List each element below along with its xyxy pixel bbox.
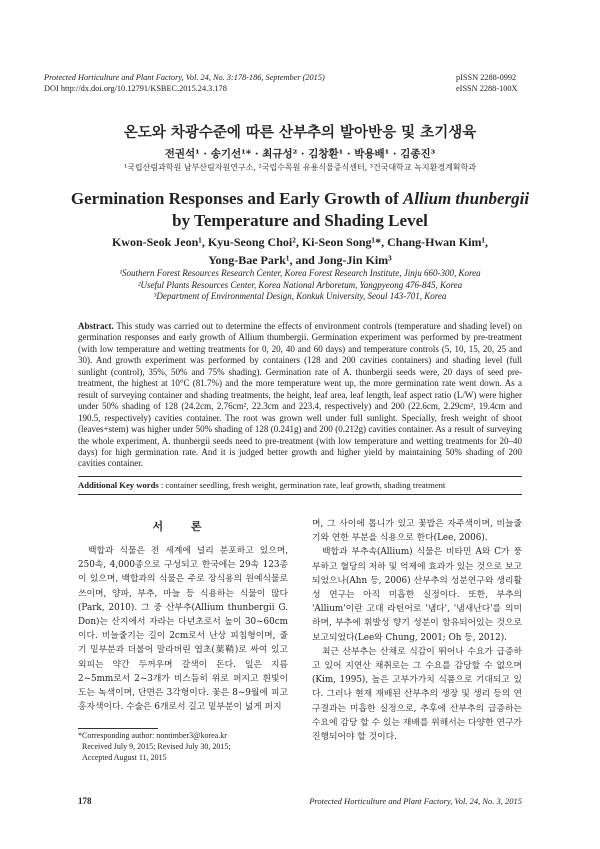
abstract-text: This study was carried out to determine the effects of environment controls (temperature and shading level) on germination responses and early growth of Allium thumbergii. Germination experiment was performed by pre-treatment (with low temperature and wetting treatments for 0, 20, 40 and 60 days) and temperature controls (5, 10, 15, 20, 25 and 30). And growth experiment was performed by containers (128 and 200 cavities containers) and shading level (full sunlight (control), 35%, 50% and 75% shading). Germination rate of A. thunbergii seeds were, 20 days of seed pre-treatment, the highest at 10°C (81.7%) and the more temperature went up, the more germination rate went down. As a result of surveying container and shading treatments, the height, leaf area, leaf length, leaf aspect ratio (L/W) were higher under 50% shading of 128 (24.2cm, 2.76cm², 22.3cm and 223.4, respectively) and 200 (22.6cm, 2.29cm², 19.4cm and 190.5, respectively) cavities container. The root was grown well under full sunlight. Specially, fresh weight of shoot (leaves+stem) was higher under 50% shading of 128 (0.241g) and 200 (0.212g) cavities container. As a result of surveying the whole experiment, A. thunbergii seeds need to pre-treatment (with low temperature and wetting treatments for 20–40 days) for high germination rate. And it is judged better growth and higher yield by maintaining 50% shading of 200 cavities container.	[78, 321, 522, 469]
journal-citation: Protected Horticulture and Plant Factory, Vol. 24, No. 3:178-186, September (2015)	[44, 73, 325, 82]
english-authors	[0, 233, 600, 269]
authors-line-2: Yong-Bae Park¹, and Jong-Jin Kim³	[208, 253, 392, 267]
english-title	[0, 188, 600, 232]
keywords-label: Additional Key words	[78, 480, 159, 490]
section-heading: 서 론	[152, 520, 214, 533]
english-affiliations	[0, 268, 600, 303]
keywords-text: : container seedling, fresh weight, germination rate, leaf growth, shading treatment	[160, 480, 446, 490]
korean-affiliations: ¹국립산림과학원 남부산림자원연구소, ²국립수목원 유용식물증식센터, ³건국대학교 녹지환경계획학과	[124, 163, 476, 172]
body-column-left	[78, 544, 288, 714]
accepted-date: Accepted August 11, 2015	[82, 752, 167, 762]
footnote-rule	[78, 728, 158, 729]
authors-line-1: Kwon-Seok Jeon¹, Kyu-Seong Choi², Ki-Seon Song¹*, Chang-Hwan Kim¹,	[111, 235, 489, 249]
page-number: 178	[78, 796, 92, 806]
paragraph: 백합과 식물은 전 세계에 널리 분포하고 있으며, 250속, 4,000종으로 구성되고 한국에는 29속 123종이 있으며, 백합과의 식물은 주로 장식용의 원예식물로 쓰이며, 양파, 부추, 마늘 등 식용하는 식물이 많다(Park, 2010). 그 중 산부추(Allium thunbergii G. Don)는 산지에서 자라는 다년초로서 높이 30~60cm이다. 비늘줄기는 길이 2cm로서 난상 피침형이며, 줄기 밑부분과 더불어 말라버린 엽초(葉鞘)로 싸여 있고 외피는 약간 두꺼우며 갈색이 돈다. 잎은 지름 2~5mm로서 2~3개가 비스듬히 위로 퍼지고 흰빛이 도는 녹색이며, 단면은 3각형이다. 꽃은 8~9월에 피고 홍자색이다. 수술은 6개로서 길고 밑부분이 넓게 퍼지	[78, 546, 288, 713]
pissn: pISSN 2288-0992	[456, 73, 517, 82]
paragraph: 최근 산부추는 산채로 식감이 뛰어나 수요가 급증하고 있어 지연산 채취로는 그 수요를 감당할 수 없으며(Kim, 1995), 높은 고부가가치 식품으로 기대되고 있다. 그러나 현재 재배된 산부추의 생장 및 생리 등의 연구결과는 미흡한 실정으로, 추후에 산부추의 급증하는 수요에 감당 할 수 있는 재배를 위해서는 다양한 연구가 진행되어야 할 것이다.	[312, 646, 522, 743]
received-date: Received July 9, 2015; Revised July 30, 2015;	[82, 741, 231, 751]
affiliation-1: ¹Southern Forest Resources Research Center, Korea Forest Research Institute, Jinju 660-300, Korea	[119, 268, 481, 278]
divider-top	[78, 476, 522, 477]
corresponding-author: *Corresponding author: nontimber3@korea.kr	[78, 731, 227, 740]
doi-link[interactable]: DOI http://dx.doi.org/10.12791/KSBEC.2015.24.3.178	[44, 84, 227, 93]
title-species: Allium thunbergii	[403, 189, 530, 208]
keywords	[78, 480, 522, 491]
paragraph: 백합과 부추속(Allium) 식물은 비타민 A와 C가 풍부하고 혈당의 저하 및 억제에 효과가 있는 것으로 보고되었으나(Ahn 등, 2006) 산부추의 성분연구와 생리활성 연구는 아직 미흡한 실정이다. 또한, 부추의 'Allium'이란 고대 라틴어로 '냄다', '냄새난다'를 의미하며, 부추에 휘발성 향기 성분이 함유되어있는 것으로 보고되었다(Lee와 Chung, 2001; Oh 등, 2012).	[312, 547, 522, 643]
korean-title: 온도와 차광수준에 따른 산부추의 발아반응 및 초기생육	[123, 124, 477, 141]
affiliation-3: ³Department of Environmental Design, Konkuk University, Seoul 143-701, Korea	[153, 291, 447, 301]
footnote	[78, 731, 288, 763]
title-main: Germination Responses and Early Growth of	[70, 189, 403, 208]
abstract-label: Abstract.	[78, 321, 114, 331]
paragraph: 며, 그 사이에 톱니가 있고 꽃밥은 자주색이며, 비늘줄기와 연한 부분을 식용으로 한다(Lee, 2006).	[312, 519, 522, 544]
running-footer: Protected Horticulture and Plant Factory, Vol. 24, No. 3, 2015	[309, 796, 522, 806]
abstract	[78, 321, 522, 470]
divider-bottom	[78, 494, 522, 495]
body-column-right	[312, 517, 522, 744]
affiliation-2: ²Useful Plants Resources Center, Korea National Arboretum, Yangpyeong 476-845, Korea	[137, 279, 463, 290]
title-line2: by Temperature and Shading Level	[172, 211, 428, 230]
journal-header	[44, 72, 325, 94]
issn-block	[456, 72, 518, 94]
eissn: eISSN 2288-100X	[456, 84, 518, 93]
korean-authors: 전권석¹ · 송기선¹* · 최규성² · 김창환¹ · 박용배¹ · 김종진³	[164, 148, 436, 160]
